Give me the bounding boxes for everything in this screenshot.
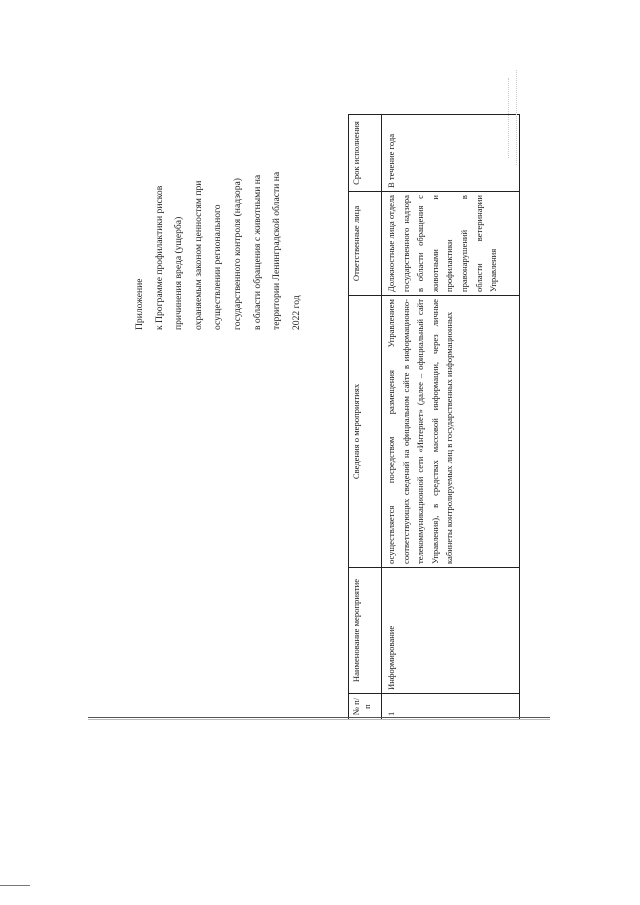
scan-edge-line	[88, 717, 550, 718]
measures-table	[348, 115, 520, 720]
table-row	[382, 115, 520, 720]
header-responsible: Ответственные лица	[349, 192, 382, 296]
appendix-heading	[130, 60, 330, 330]
appendix-line: охраняемым законом ценностям при	[192, 180, 204, 330]
table-header-row	[349, 115, 382, 720]
appendix-line: 2022 год	[290, 295, 302, 330]
appendix-line: Приложение	[134, 278, 145, 330]
appendix-line: в области обращения с животными на	[251, 174, 263, 330]
scan-corner-mark	[0, 885, 30, 886]
header-details: Сведения о мероприятиях	[349, 296, 382, 568]
scan-edge-shadow	[88, 719, 550, 720]
header-number: № п/п	[349, 694, 382, 720]
appendix-line: осуществлении регионального	[212, 204, 224, 330]
scan-artifact	[508, 78, 509, 158]
appendix-line: причинения вреда (ущерба)	[173, 216, 185, 330]
cell-details: осуществляется посредством размещения Управлением соответствующих сведений на официальном сайте в информационно-телекоммуникационной сети «Интернет» (далее – официальный сайт Управления), в средствах массовой информации, через личные кабинеты контролируемых лиц в государственных информационных	[382, 296, 520, 568]
cell-name: Информирование	[382, 568, 520, 694]
header-name: Наименование мероприятие	[349, 568, 382, 694]
cell-responsible: Должностные лица отдела государственного надзора в области обращения с животными и профилактики правонарушений в области ветеринарии Управления	[382, 192, 520, 296]
appendix-line: к Программе профилактики рисков	[153, 185, 165, 330]
header-deadline: Срок исполнения	[349, 115, 382, 192]
appendix-line: территории Ленинградской области на	[271, 171, 283, 330]
cell-number: 1	[382, 694, 520, 720]
appendix-line: государственного контроля (надзора)	[231, 178, 243, 330]
cell-deadline: В течение года	[382, 115, 520, 192]
scan-artifact	[516, 70, 517, 165]
